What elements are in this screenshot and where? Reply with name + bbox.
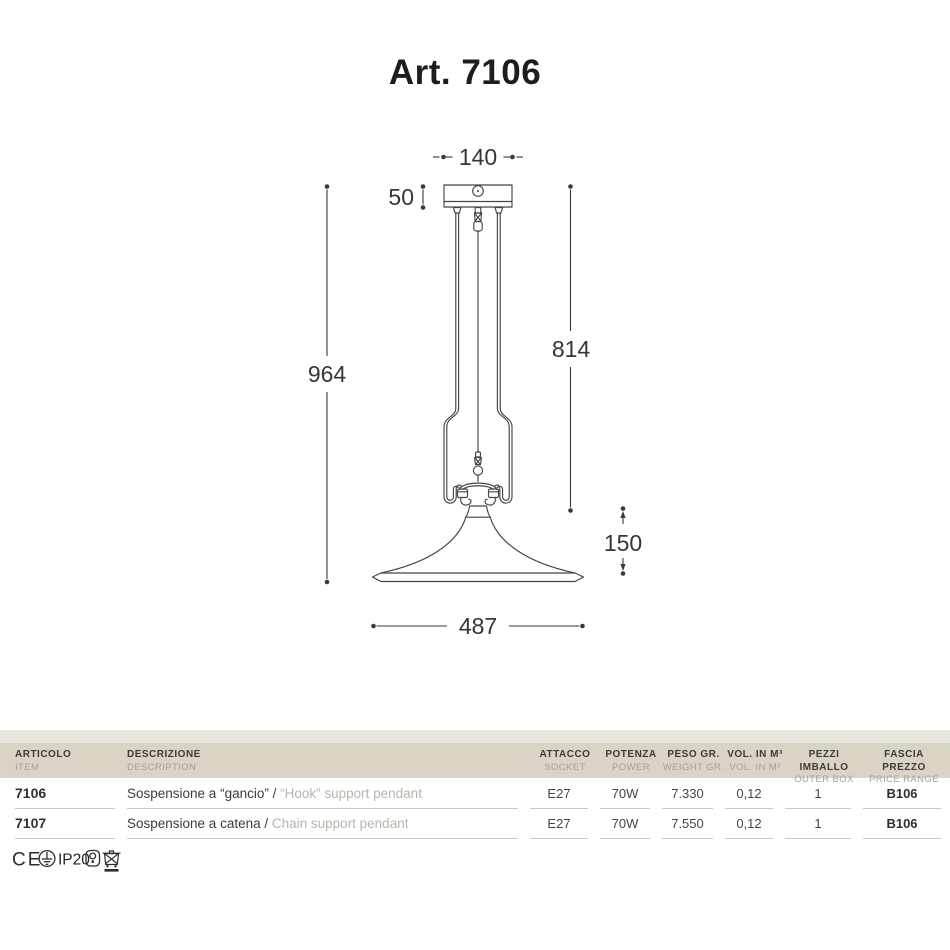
col-header-potenza: POTENZA POWER [605,749,657,773]
table-header [0,743,950,785]
certification-icons [10,845,190,877]
cell-item: 7106 [15,778,115,809]
dim-overall-height-label: 964 [307,361,347,387]
rod-ferrules [454,208,503,214]
page-title: Art. 7106 [388,53,542,92]
table-body [0,778,950,838]
cell-power: 70W [600,778,650,809]
col-header-volume: VOL. IN M³ VOL. IN M³ [727,749,783,773]
ornamental-bracket [458,483,499,505]
cell-volume: 0,12 [725,808,773,839]
col-header-descrizione: DESCRIZIONE DESCRIPTION [127,749,201,773]
dim-canopy-width-label: 140 [458,144,498,170]
col-header-pezzi-imballo: PEZZI IMBALLO OUTER BOX [794,749,854,785]
ip-rating-label: IP20 [58,851,90,869]
cell-outer-box: 1 [785,778,851,809]
col-header-articolo: ARTICOLO ITEM [15,749,72,773]
cell-price-range: B106 [863,808,941,839]
table-top-strip [0,730,950,743]
cell-power: 70W [600,808,650,839]
dim-canopy-height-label: 50 [388,184,414,210]
left-rod-hook [444,213,462,503]
right-rod-hook [495,213,513,503]
ce-mark-icon: CE [12,849,43,871]
cell-item: 7107 [15,808,115,839]
cell-weight: 7.550 [662,808,713,839]
cell-volume: 0,12 [725,778,773,809]
col-header-fascia-prezzo: FASCIA PREZZO PRICE RANGE [869,749,939,785]
col-header-peso: PESO GR. WEIGHT GR. [662,749,725,773]
cell-socket: E27 [530,808,588,839]
cell-description: Sospensione a catena / Chain support pendant [127,808,518,839]
table-row [0,808,950,838]
weee-crossed-bin-icon [103,851,121,872]
center-cable [473,208,482,482]
dim-canopy-height-lines [421,184,426,210]
cell-price-range: B106 [863,778,941,809]
table-row [0,778,950,808]
canopy-outline [444,185,512,207]
dim-shade-diameter-label: 487 [458,613,498,639]
col-header-attacco: ATTACCO SOCKET [539,749,591,773]
lamp-shade [373,506,584,582]
cell-weight: 7.330 [662,778,713,809]
cell-socket: E27 [530,778,588,809]
dim-shade-height-label: 150 [603,530,643,556]
cell-outer-box: 1 [785,808,851,839]
dim-suspension-height-label: 814 [551,336,591,362]
cell-description: Sospensione a “gancio” / “Hook” support pendant [127,778,518,809]
